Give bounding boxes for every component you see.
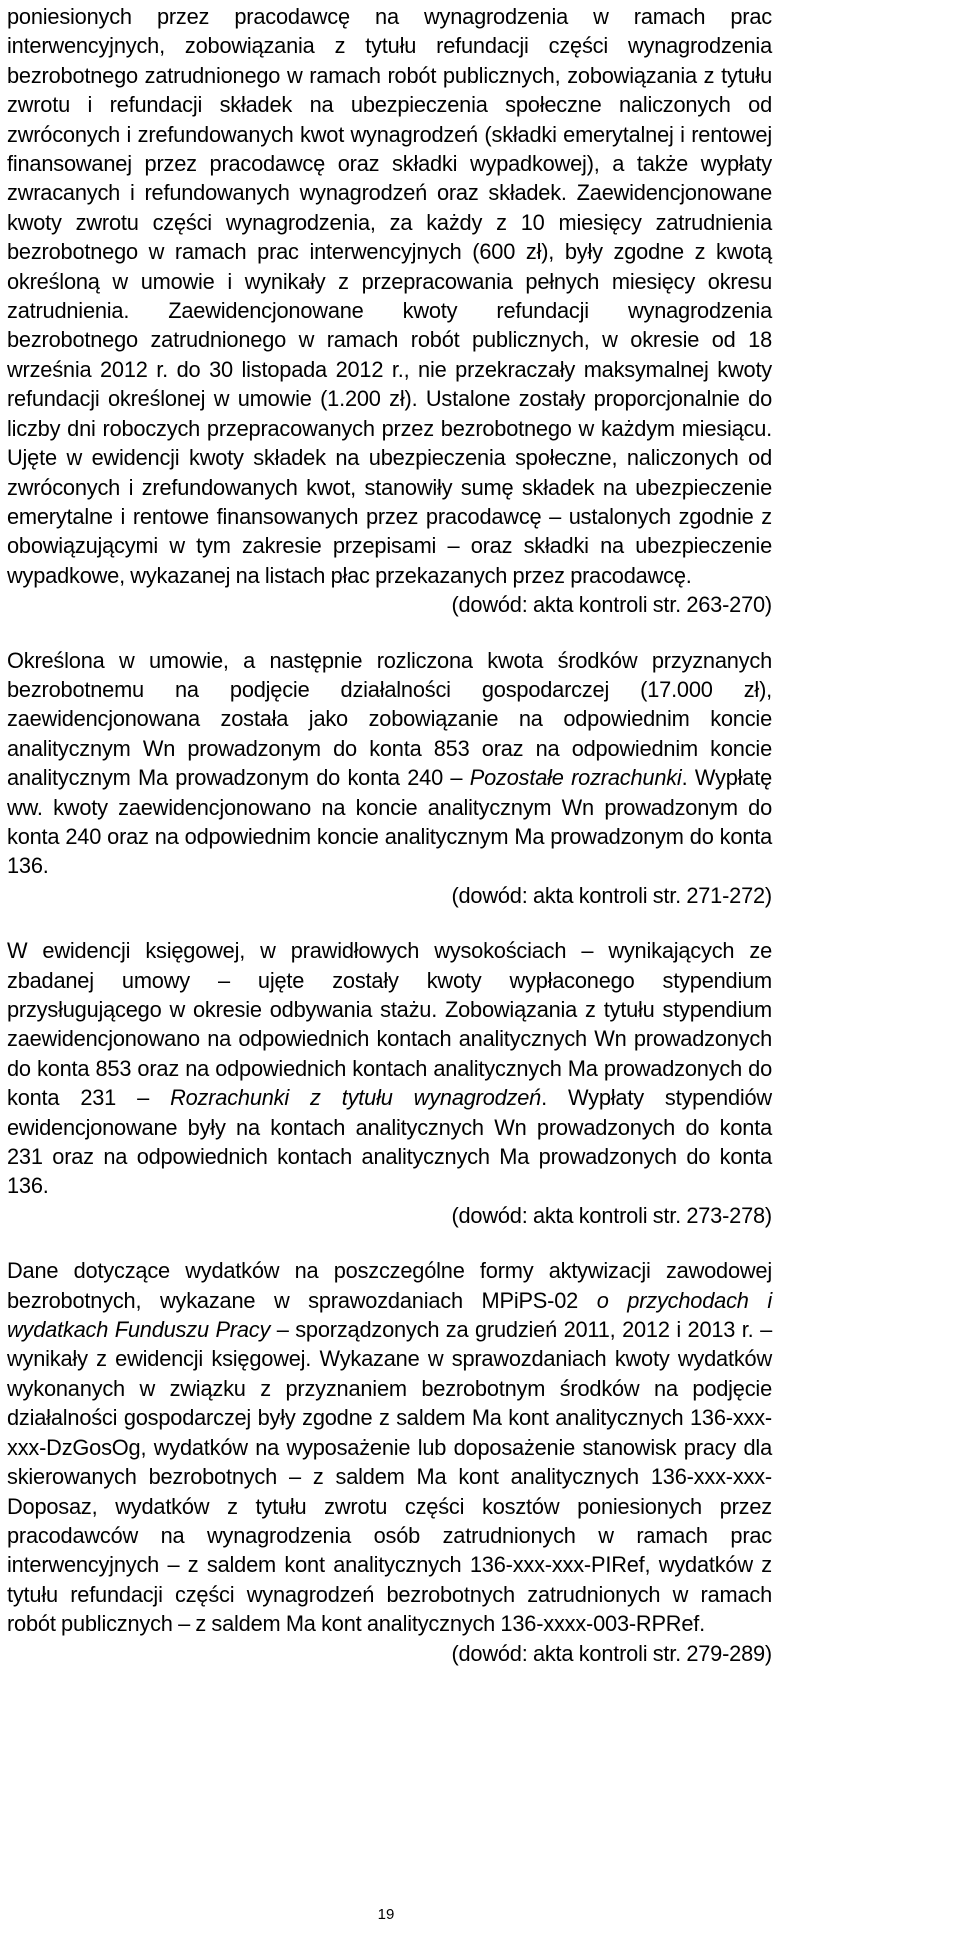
text-segment: poniesionych przez pracodawcę na wynagrodzenia w ramach prac interwencyjnych, zobowiązania z tytułu refundacji części wynagrodzenia bezrobotnego zatrudnionego w ramach robót publicznych, zobowiązania z tytułu zwrotu i refundacji składek na ubezpieczenia społeczne naliczonych od zwróconych i zrefundowanych kwot wynagrodzeń (składki emerytalnej i rentowej finansowanej przez pracodawcę oraz składki wypadkowej), a także wypłaty zwracanych i refundowanych wynagrodzeń oraz składek. Zaewidencjonowane kwoty zwrotu części wynagrodzenia, za każdy z 10 miesięcy zatrudnienia bezrobotnego w ramach prac interwencyjnych (600 zł), były zgodne z kwotą określoną w umowie i wynikały z przepracowania pełnych miesięcy okresu zatrudnienia. Zaewidencjonowane kwoty refundacji wynagrodzenia bezrobotnego zatrudnionego w ramach robót publicznych, w okresie od 18 września 2012 r. do 30 listopada 2012 r., nie przekraczały maksymalnej kwoty refundacji określonej w umowie (1.200 zł). Ustalone zostały proporcjonalnie do liczby dni roboczych przepracowanych przez bezrobotnego w każdym miesiącu. Ujęte w ewidencji kwoty składek na ubezpieczenia społeczne, naliczonych od zwróconych i zrefundowanych kwot, stanowiły sumę składek na ubezpieczenie emerytalne i rentowe finansowanych przez pracodawcę – ustalonych zgodnie z obowiązującymi w tym zakresie przepisami – oraz składki na ubezpieczenie wypadkowe, wykazanej na listach płac przekazanych przez pracodawcę.: [7, 4, 772, 588]
evidence-reference: (dowód: akta kontroli str. 273-278): [451, 1202, 772, 1228]
document-body: [7, 2, 772, 1668]
evidence-reference: (dowód: akta kontroli str. 263-270): [451, 592, 772, 618]
text-segment: W ewidencji księgowej, w prawidłowych wysokościach – wynikających ze zbadanej umowy – ujęte zostały kwoty wypłaconego stypendium przysługującego w okresie odbywania stażu. Zobowiązania z tytułu stypendium zaewidencjonowano na odpowiednich kontach analitycznych Wn prowadzonych do konta 853 oraz na odpowiednich kontach analitycznych Ma prowadzonych do konta 231 –: [7, 938, 772, 1111]
italic-text: Rozrachunki z tytułu wynagrodzeń: [170, 1085, 542, 1111]
evidence-reference: (dowód: akta kontroli str. 271-272): [451, 882, 772, 908]
text-segment: Określona w umowie, a następnie rozliczona kwota środków przyznanych bezrobotnemu na podjęcie działalności gospodarczej (17.000 zł), zaewidencjonowana została jako zobowiązanie na odpowiednim koncie analitycznym Wn prowadzonym do konta 853 oraz na odpowiednim koncie analitycznym Ma prowadzonym do konta 240 –: [7, 647, 772, 791]
paragraph: [7, 2, 772, 590]
italic-text: Pozostałe rozrachunki: [469, 765, 682, 791]
paragraph: [7, 1256, 772, 1638]
evidence-reference: (dowód: akta kontroli str. 279-289): [451, 1640, 772, 1666]
page-number: 19: [377, 1906, 395, 1923]
italic-text: o przychodach i wydatkach Funduszu Pracy: [7, 1287, 772, 1343]
paragraph: [7, 646, 772, 881]
text-segment: . Wypłaty stypendiów ewidencjonowane były na kontach analitycznych Wn prowadzonych do konta 231 oraz na odpowiednich kontach analitycznych Ma prowadzonych do konta 136.: [7, 1085, 772, 1199]
text-segment: . Wypłatę ww. kwoty zaewidencjonowano na koncie analitycznym Wn prowadzonym do konta 240 oraz na odpowiednim koncie analitycznym Ma prowadzonym do konta 136.: [7, 765, 773, 879]
text-segment: – sporządzonych za grudzień 2011, 2012 i 2013 r. – wynikały z ewidencji księgowej. Wykazane w sprawozdaniach kwoty wydatków wykonanych w związku z przyznaniem bezrobotnym środków na podjęcie działalności gospodarczej były zgodne z saldem Ma kont analitycznych 136-xxx-xxx-DzGosOg, wydatków na wyposażenie lub doposażenie stanowisk pracy dla skierowanych bezrobotnych – z saldem Ma kont analitycznych 136-xxx-xxx-Doposaz, wydatków z tytułu zwrotu części kosztów poniesionych przez pracodawców na wynagrodzenia osób zatrudnionych w ramach prac interwencyjnych – z saldem kont analitycznych 136-xxx-xxx-PIRef, wydatków z tytułu refundacji części wynagrodzeń bezrobotnych zatrudnionych w ramach robót publicznych – z saldem Ma kont analitycznych 136-xxxx-003-RPRef.: [7, 1317, 772, 1637]
paragraph: [7, 936, 772, 1201]
text-segment: Dane dotyczące wydatków na poszczególne formy aktywizacji zawodowej bezrobotnych, wykazane w sprawozdaniach MPiPS-02: [7, 1258, 772, 1313]
